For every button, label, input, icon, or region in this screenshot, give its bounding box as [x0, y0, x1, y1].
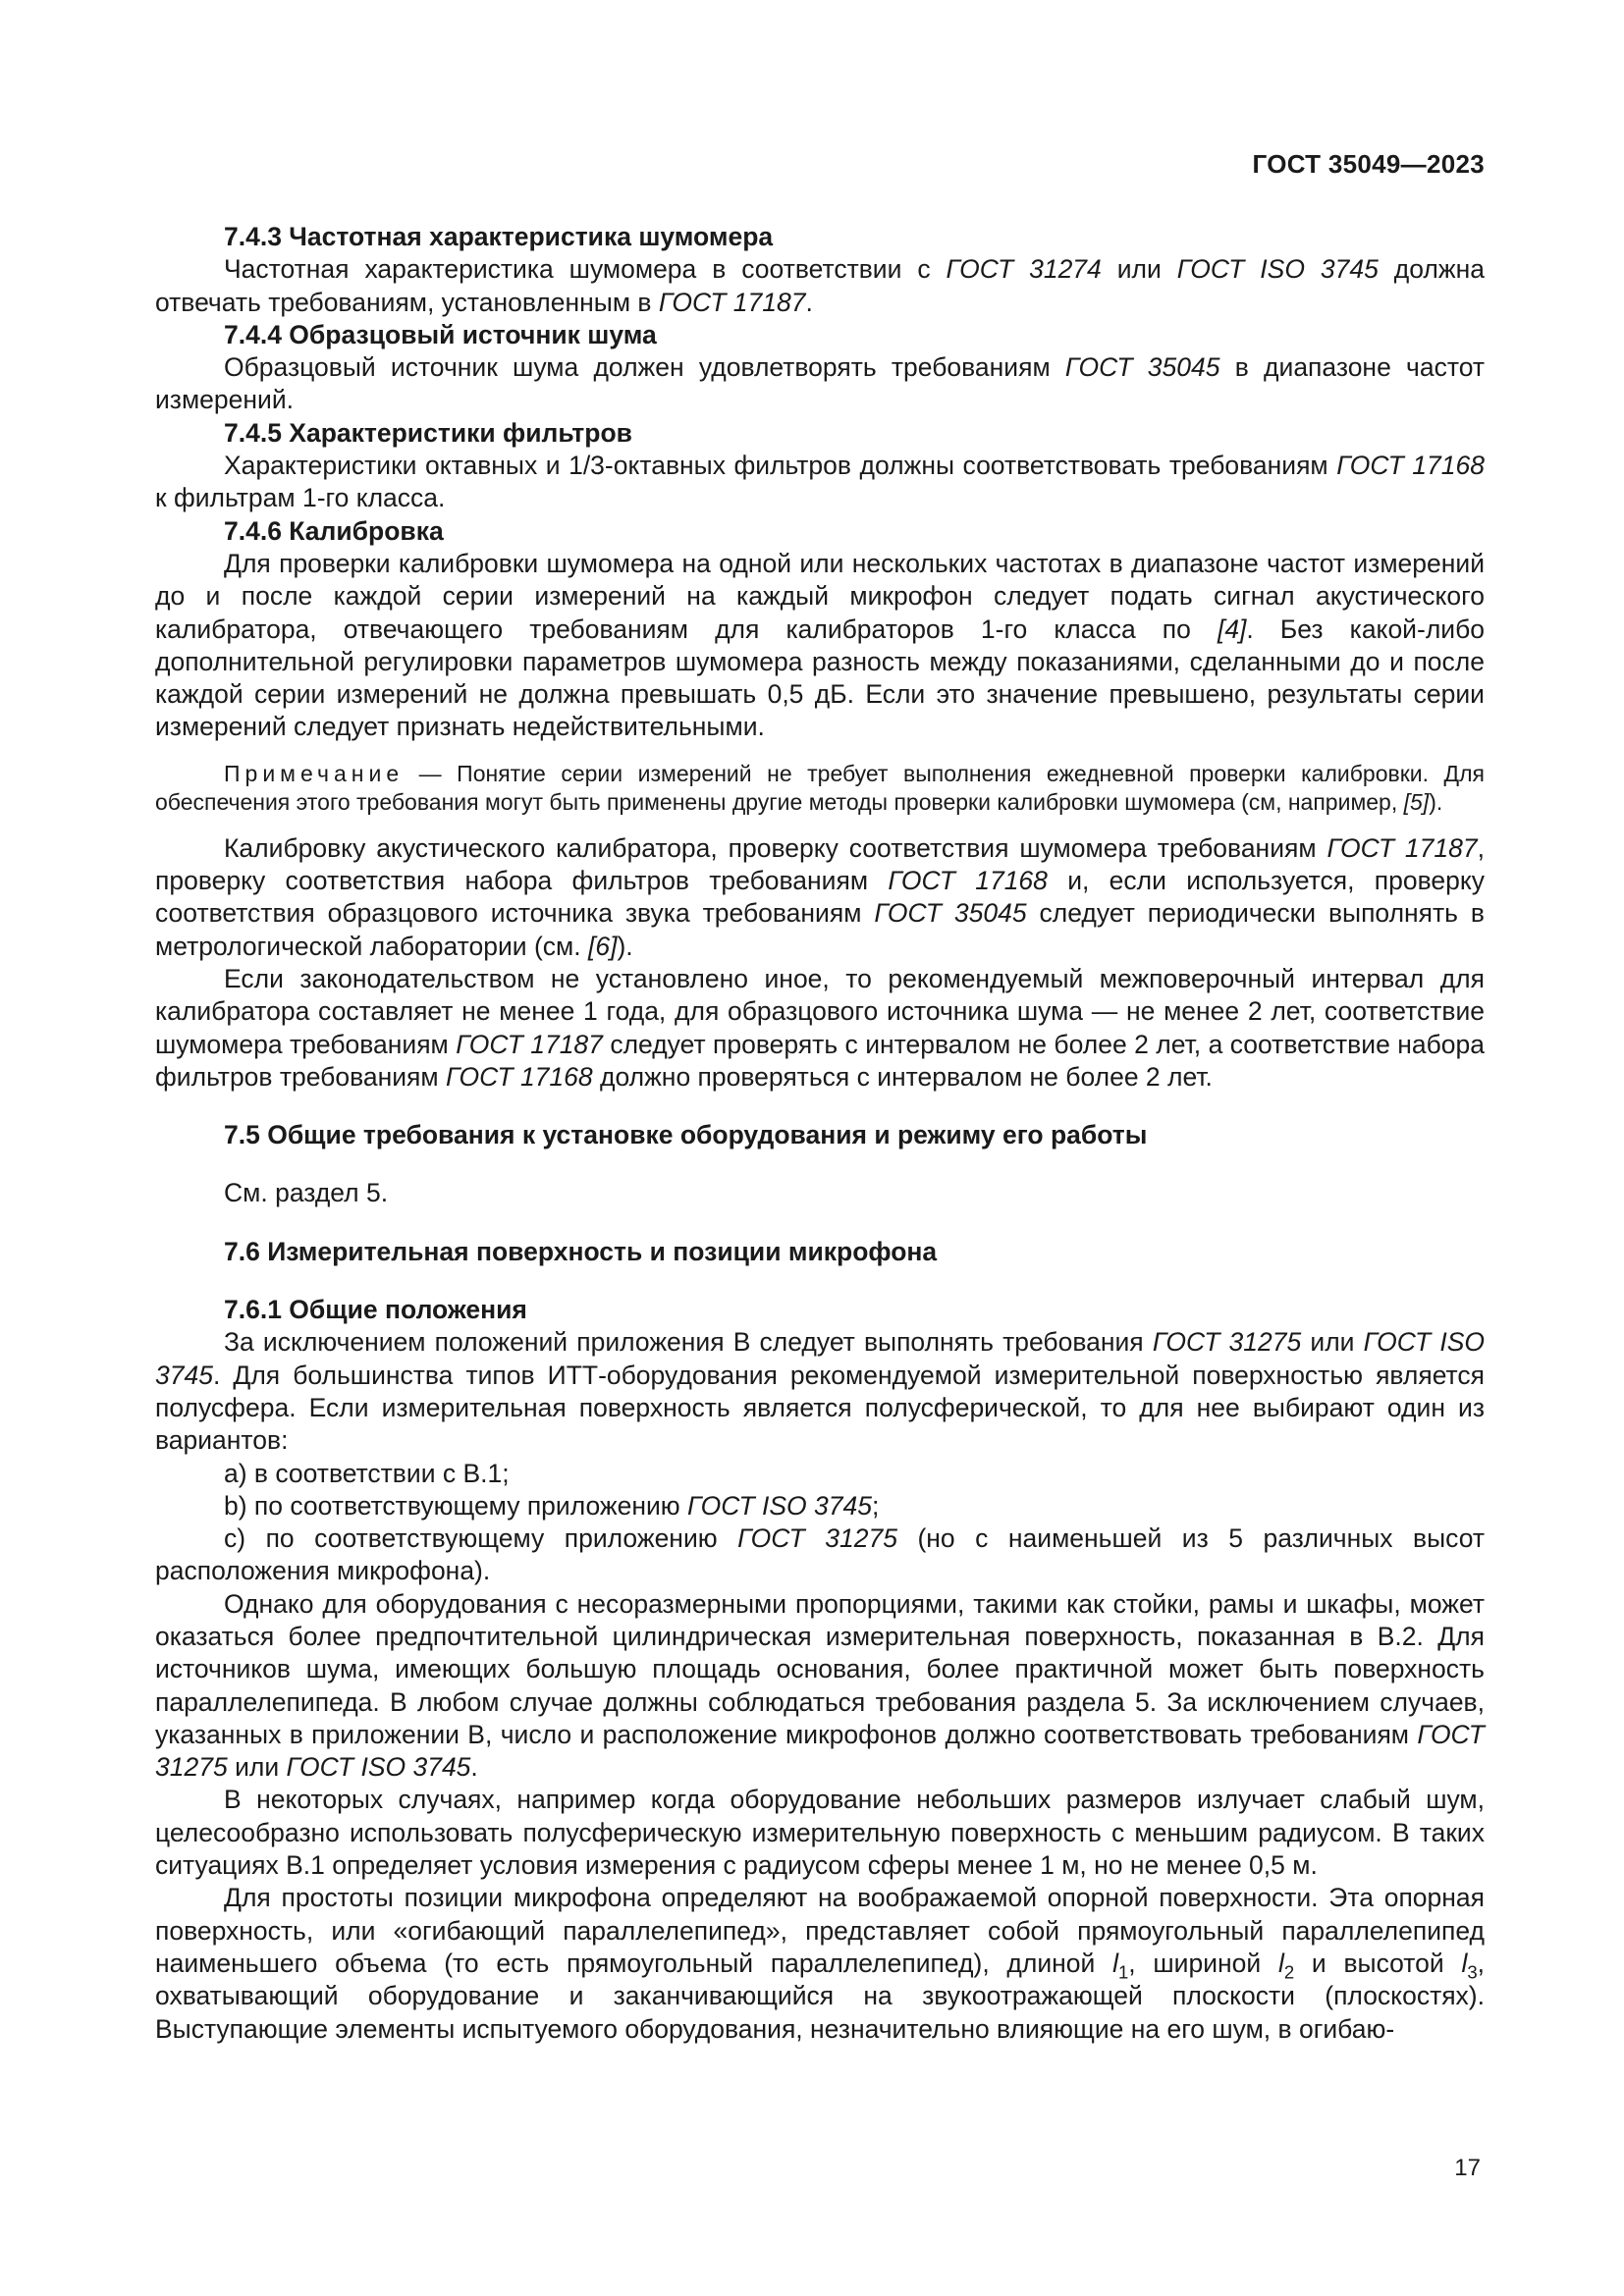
subscript: 3 — [1467, 1961, 1478, 1983]
variable: l — [1461, 1948, 1468, 1978]
standard-reference: ГОСТ 31274 — [946, 254, 1102, 285]
paragraph: См. раздел 5. — [224, 1178, 389, 1208]
note: Примечание — Понятие серии измерений не требует выполнения ежедневной проверки калибровки. Для обеспечения этого требования могут быть применены другие методы проверки калибровки шумомера (см, например, [5]). — [155, 760, 1485, 815]
standard-reference: ГОСТ 17187 — [658, 287, 806, 317]
bibliography-reference: [4] — [1217, 614, 1247, 644]
document-header: ГОСТ 35049—2023 — [1252, 149, 1485, 179]
paragraph: Однако для оборудования с несоразмерными пропорциями, такими как стойки, рамы и шкафы, может оказаться более предпочтительной цилиндрическая измерительная поверхность, показанная в В.2. Для источников шума, имеющих большую площадь основания, более практичной может быть поверхность параллелепипеда. В любом случае должны соблюдаться требования раздела 5. За исключением случаев, указанных в приложении В, число и расположение микрофонов должно соответствовать требованиям ГОСТ 31275 или ГОСТ ISO 3745. — [155, 1588, 1485, 1783]
section-heading-7-6-1: 7.6.1 Общие положения — [224, 1295, 527, 1325]
subscript: 1 — [1117, 1961, 1129, 1983]
list-item: a) в соответствии с В.1; — [224, 1458, 510, 1488]
note-label: Примечание — [224, 760, 405, 786]
paragraph: Характеристики октавных и 1/3-октавных фильтров должны соответствовать требованиям ГОСТ 17168 к фильтрам 1-го класса. — [155, 451, 1485, 513]
standard-reference: ГОСТ ISO 3745 — [687, 1490, 872, 1521]
document-body — [155, 221, 1485, 2046]
variable: l — [1112, 1948, 1118, 1978]
paragraph: Если законодательством не установлено иное, то рекомендуемый межповерочный интервал для калибратора составляет не менее 1 года, для образцового источника шума — не менее 2 лет, соответствие шумомера требованиям ГОСТ 17187 следует проверять с интервалом не более 2 лет, а соответствие набора фильтров требованиям ГОСТ 17168 должно проверяться с интервалом не более 2 лет. — [155, 963, 1485, 1092]
standard-reference: ГОСТ ISO 3745 — [155, 1327, 1485, 1390]
paragraph: В некоторых случаях, например когда оборудование небольших размеров излучает слабый шум, целесообразно использовать полусферическую измерительную поверхность с меньшим радиусом. В таких ситуациях В.1 определяет условия измерения с радиусом сферы менее 1 м, но не менее 0,5 м. — [155, 1785, 1485, 1881]
list-item: c) по соответствующему приложению ГОСТ 31275 (но с наименьшей из 5 различных высот расположения микрофона). — [155, 1523, 1485, 1586]
paragraph: Образцовый источник шума должен удовлетворять требованиям ГОСТ 35045 в диапазоне частот измерений. — [155, 352, 1485, 415]
standard-reference: ГОСТ 31275 — [737, 1523, 897, 1554]
section-heading-7-4-4: 7.4.4 Образцовый источник шума — [224, 319, 657, 349]
section-heading-7-5: 7.5 Общие требования к установке оборудования и режиму его работы — [224, 1120, 1148, 1150]
standard-reference: ГОСТ 35045 — [1064, 352, 1220, 383]
paragraph: Калибровку акустического калибратора, проверку соответствия шумомера требованиям ГОСТ 17187, проверку соответствия набора фильтров требованиям ГОСТ 17168 и, если используется, проверку соответствия образцового источника звука требованиям ГОСТ 35045 следует периодически выполнять в метрологической лаборатории (см. [6]). — [155, 832, 1485, 961]
standard-reference: ГОСТ 17168 — [445, 1061, 593, 1092]
bibliography-reference: [5] — [1403, 788, 1430, 815]
standard-reference: ГОСТ ISO 3745 — [286, 1752, 471, 1783]
paragraph: Для проверки калибровки шумомера на одной или нескольких частотах в диапазоне частот измерений до и после каждой серии измерений на каждый микрофон следует подать сигнал акустического калибратора, отвечающего требованиям для калибраторов 1-го класса по [4]. Без какой-либо дополнительной регулировки параметров шумомера разность между показаниями, сделанными до и после каждой серии измерений не должна превышать 0,5 дБ. Если это значение превышено, результаты серии измерений следует признать недействительными. — [155, 548, 1485, 742]
variable: l — [1277, 1948, 1284, 1978]
section-heading-7-6: 7.6 Измерительная поверхность и позиции микрофона — [224, 1236, 938, 1266]
paragraph: Для простоты позиции микрофона определяют на воображаемой опорной поверхности. Эта опорная поверхность, или «огибающий параллелепипед», представляет собой прямоугольный параллелепипед наименьшего объема (то есть прямоугольный параллелепипед), длиной $l_1$, шириной $l_2$ и высотой $l_3$, охватывающий оборудование и заканчивающийся на звукоотражающей плоскости (плоскостях). Выступающие элементы испытуемого оборудования, незначительно влияющие на его шум, в огибаю- — [155, 1883, 1486, 2044]
subscript: 2 — [1283, 1961, 1295, 1983]
standard-reference: ГОСТ 17168 — [1336, 451, 1485, 481]
standard-reference: ГОСТ 31275 — [155, 1719, 1485, 1783]
section-heading-7-4-6: 7.4.6 Калибровка — [224, 515, 444, 546]
paragraph: Частотная характеристика шумомера в соответствии с ГОСТ 31274 или ГОСТ ISO 3745 должна отвечать требованиям, установленным в ГОСТ 17187. — [155, 254, 1485, 317]
page-number: 17 — [1454, 2155, 1481, 2181]
standard-reference: ГОСТ 17187 — [1326, 832, 1478, 863]
standard-reference: ГОСТ ISO 3745 — [1176, 254, 1379, 285]
list-item: b) по соответствующему приложению ГОСТ ISO 3745; — [224, 1490, 880, 1521]
bibliography-reference: [6] — [587, 931, 618, 961]
section-heading-7-4-3: 7.4.3 Частотная характеристика шумомера — [224, 222, 774, 251]
standard-reference: ГОСТ 17168 — [888, 866, 1048, 896]
section-heading-7-4-5: 7.4.5 Характеристики фильтров — [224, 417, 632, 448]
paragraph: За исключением положений приложения В следует выполнять требования ГОСТ 31275 или ГОСТ ISO 3745. Для большинства типов ИТТ-оборудования рекомендуемой измерительной поверхностью является полусфера. Если измерительная поверхность является полусферической, то для нее выбирают один из вариантов: — [155, 1327, 1485, 1456]
standard-reference: ГОСТ 35045 — [874, 898, 1027, 929]
standard-reference: ГОСТ 31275 — [1152, 1327, 1302, 1358]
standard-reference: ГОСТ 17187 — [456, 1029, 603, 1059]
